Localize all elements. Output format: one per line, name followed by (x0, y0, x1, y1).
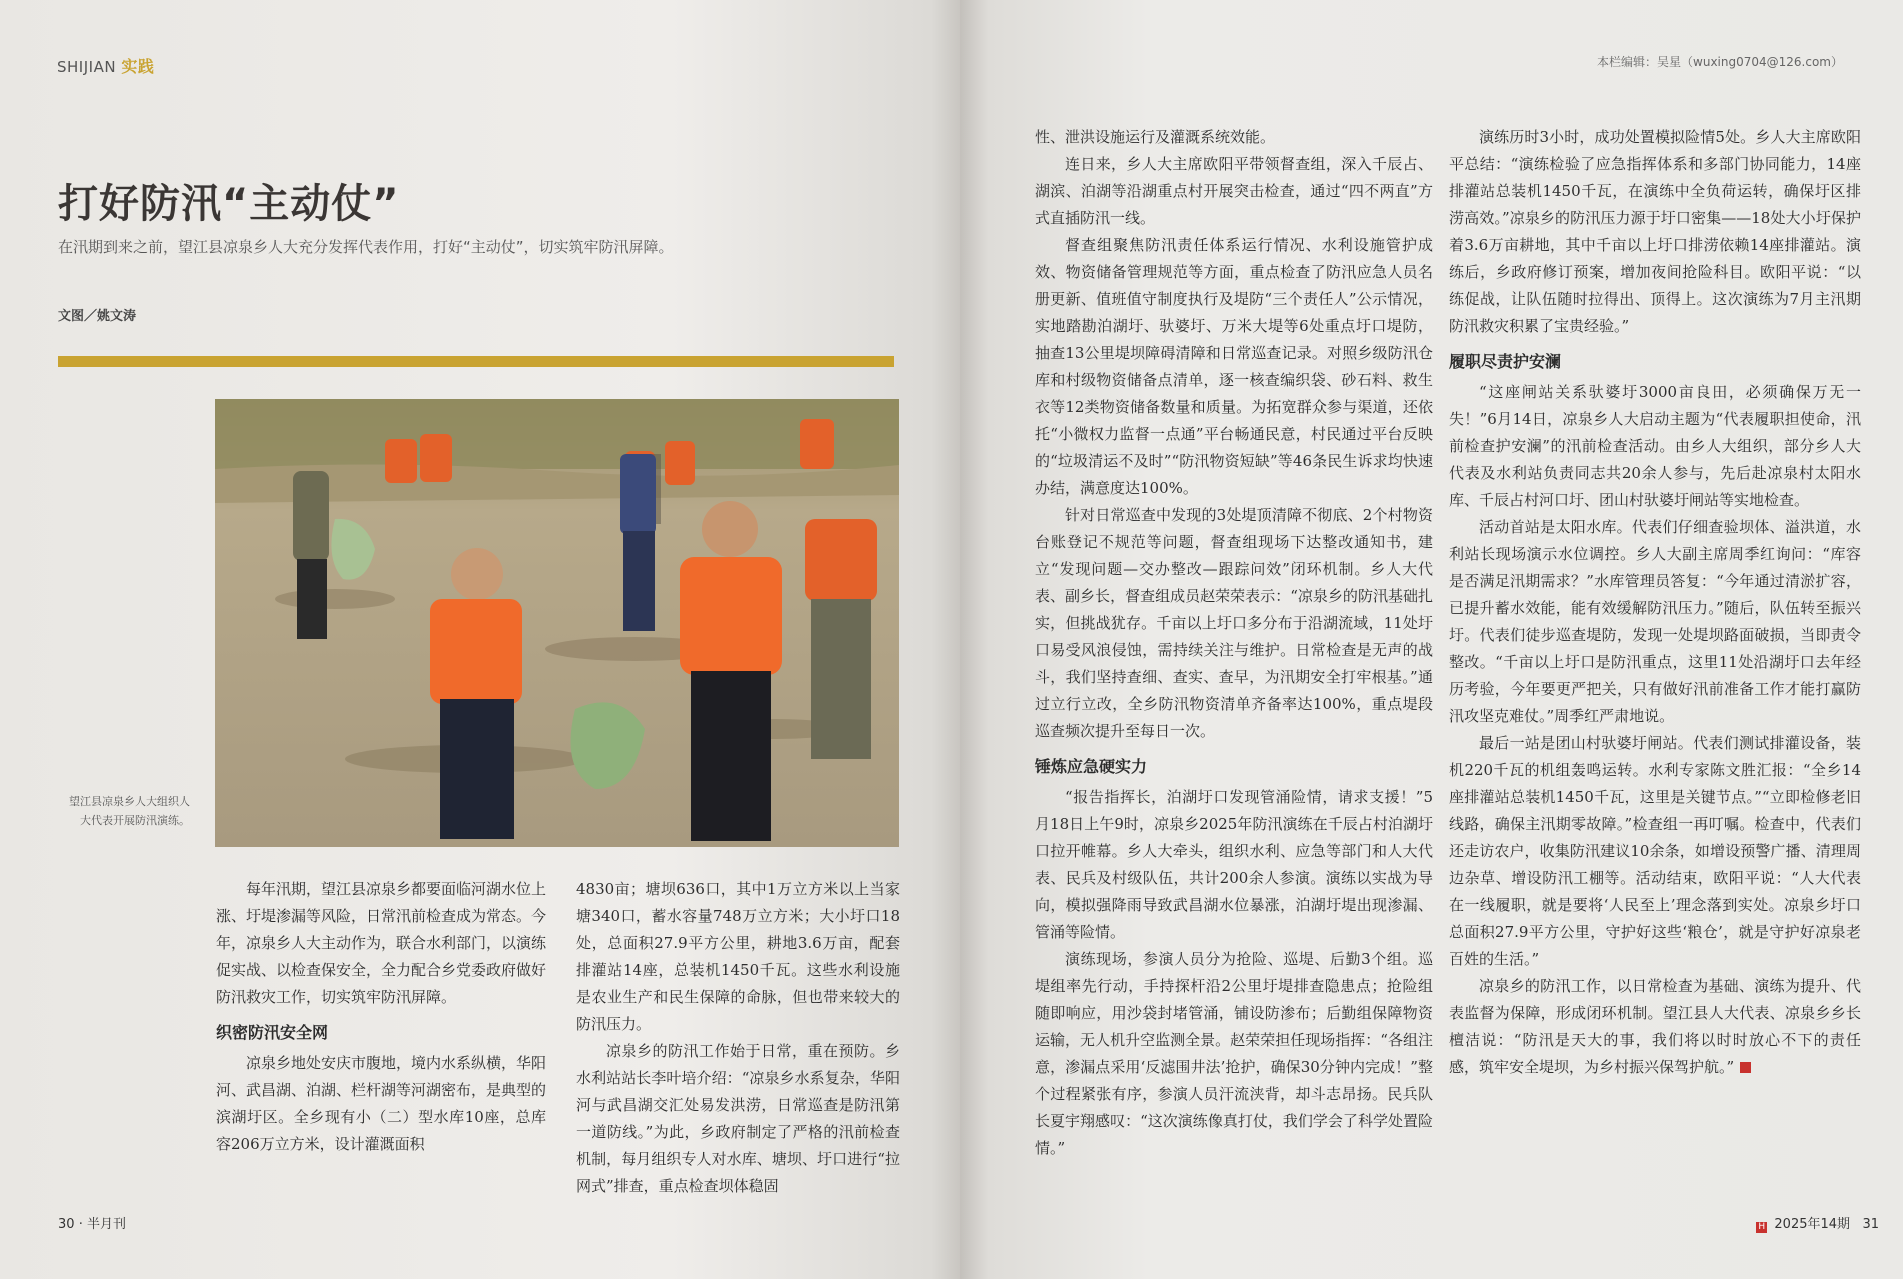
article-byline: 文图／姚文涛 (58, 309, 137, 324)
paragraph: 活动首站是太阳水库。代表们仔细查验坝体、溢洪道，水利站长现场演示水位调控。乡人大副主席周季红询问：“库容是否满足汛期需求？”水库管理员答复：“今年通过清淤扩容，已提升蓄水效能，能有效缓解防汛压力。”随后，队伍转至振兴圩。代表们徒步巡查堤防，发现一处堤坝路面破损，当即责令整改。“千亩以上圩口是防汛重点，这里11处沿湖圩口去年经历考验，今年要更严把关，只有做好汛前准备工作才能打赢防汛攻坚克难仗。”周季红严肃地说。 (1449, 518, 1861, 725)
right-page (960, 0, 1903, 1279)
flood-drill-photo (215, 399, 899, 847)
issue-label: 2025年14期 (1774, 1217, 1851, 1232)
article-title: 打好防汛“主动仗” (58, 181, 400, 227)
paragraph: 凉泉乡的防汛工作始于日常，重在预防。乡水利站站长李叶培介绍：“凉泉乡水系复杂，华阳河与武昌湖交汇处易发洪涝，日常巡查是防汛第一道防线。”为此，乡政府制定了严格的汛前检查机制，每月组织专人对水库、塘坝、圩口进行“拉网式”排查，重点检查坝体稳固 (576, 1042, 900, 1195)
paragraph: 督查组聚焦防汛责任体系运行情况、水利设施管护成效、物资储备管理规范等方面，重点检查了防汛应急人员名册更新、值班值守制度执行及堤防“三个责任人”公示情况，实地踏勘泊湖圩、驮婆圩、万米大堤等6处重点圩口堤防，抽查13公里堤坝障碍清障和日常巡查记录。对照乡级防汛仓库和村级物资储备点清单，逐一核查编织袋、砂石料、救生衣等12类物资储备数量和质量。为拓宽群众参与渠道，还依托“小微权力监督一点通”平台畅通民意，村民通过平台反映的“垃圾清运不及时”“防汛物资短缺”等46条民生诉求均快速办结，满意度达100%。 (1035, 236, 1433, 497)
left-folio (58, 1213, 126, 1232)
paragraph: “报告指挥长，泊湖圩口发现管涌险情，请求支援！”5月18日上午9时，凉泉乡2025年防汛演练在千辰占村泊湖圩口拉开帷幕。乡人大牵头，组织水利、应急等部门和人大代表、民兵及村级队伍，共计200余人参演。演练以实战为导向，模拟强降雨导致武昌湖水位暴涨，泊湖圩堤出现渗漏、管涌等险情。 (1035, 788, 1433, 941)
magazine-logo-icon: H (1756, 1222, 1767, 1233)
paragraph (1449, 973, 1861, 1081)
section-heading: 履职尽责护安澜 (1449, 352, 1562, 371)
paragraph: 最后一站是团山村驮婆圩闸站。代表们测试排灌设备，装机220千瓦的机组轰鸣运转。水利专家陈文胜汇报：“全乡14座排灌站总装机1450千瓦，这里是关键节点。”“立即检修老旧线路，确保主汛期零故障。”检查组一再叮嘱。检查中，代表们还走访农户，收集防汛建议10余条，如增设预警广播、清理周边杂草、增设防汛工棚等。活动结束，欧阳平说：“人大代表在一线履职，就是要将‘人民至上’理念落到实处。凉泉乡圩口总面积27.9平方公里，守护好这些‘粮仓’，就是守护好凉泉老百姓的生活。” (1449, 734, 1861, 968)
paragraph: 每年汛期，望江县凉泉乡都要面临河湖水位上涨、圩堤渗漏等风险，日常汛前检查成为常态。今年，凉泉乡人大主动作为，联合水利部门，以演练促实战、以检查保安全，全力配合乡党委政府做好防汛救灾工作，切实筑牢防汛屏障。 (216, 880, 547, 1006)
photo-illustration (215, 399, 899, 847)
section-heading: 锤炼应急硬实力 (1035, 757, 1148, 776)
right-folio (1756, 1213, 1879, 1233)
right-column-1 (1035, 124, 1433, 1162)
right-column-2 (1449, 124, 1861, 1081)
section-heading: 织密防汛安全网 (216, 1023, 329, 1042)
page-number: 31 (1862, 1217, 1879, 1232)
paragraph: 演练现场，参演人员分为抢险、巡堤、后勤3个组。巡堤组率先行动，手持探杆沿2公里圩堤排查隐患点；抢险组随即响应，用沙袋封堵管涌，铺设防渗布；后勤组保障物资运输，无人机升空监测全景。赵荣荣担任现场指挥：“各组注意，渗漏点采用‘反滤围井法’抢护，确保30分钟内完成！”整个过程紧张有序，参演人员汗流浃背，却斗志昂扬。民兵队长夏宇翔感叹：“这次演练像真打仗，我们学会了科学处置险情。” (1035, 950, 1433, 1157)
paragraph: 凉泉乡地处安庆市腹地，境内水系纵横，华阳河、武昌湖、泊湖、栏杆湖等河湖密布，是典型的滨湖圩区。全乡现有小（二）型水库10座，总库容206万立方米，设计灌溉面积 (216, 1054, 547, 1153)
page-number: 30 (58, 1217, 75, 1232)
section-tag-en: SHIJIAN (57, 58, 117, 76)
paragraph: 性、泄洪设施运行及灌溉系统效能。 (1035, 128, 1276, 146)
title-divider (58, 356, 894, 367)
section-tag (57, 54, 154, 77)
paragraph: “这座闸站关系驮婆圩3000亩良田，必须确保万无一失！”6月14日，凉泉乡人大启动主题为“代表履职担使命，汛前检查护安澜”的汛前检查活动。由乡人大组织，部分乡人大代表及水利站负责同志共20余人参与，先后赴凉泉村太阳水库、千辰占村河口圩、团山村驮婆圩闸站等实地检查。 (1449, 383, 1861, 509)
publication-label: · 半月刊 (78, 1217, 126, 1232)
editor-note: 本栏编辑：吴星（wuxing0704@126.com） (1597, 55, 1843, 69)
closing-text: 凉泉乡的防汛工作，以日常检查为基础、演练为提升、代表监督为保障，形成闭环机制。望江县人大代表、凉泉乡乡长檀洁说：“防汛是天大的事，我们将以时时放心不下的责任感，筑牢安全堤坝，为乡村振兴保驾护航。” (1449, 977, 1861, 1076)
article-subtitle: 在汛期到来之前，望江县凉泉乡人大充分发挥代表作用，打好“主动仗”，切实筑牢防汛屏障。 (58, 238, 674, 256)
left-column-2 (576, 876, 900, 1200)
paragraph: 演练历时3小时，成功处置模拟险情5处。乡人大主席欧阳平总结：“演练检验了应急指挥体系和多部门协同能力，14座排灌站总装机1450千瓦，在演练中全负荷运转，确保圩区排涝高效。”凉泉乡的防汛压力源于圩口密集——18处大小圩保护着3.6万亩耕地，其中千亩以上圩口排涝依赖14座排灌站。演练后，乡政府修订预案，增加夜间抢险科目。欧阳平说：“以练促战，让队伍随时拉得出、顶得上。这次演练为7月主汛期防汛救灾积累了宝贵经验。” (1449, 128, 1861, 335)
paragraph: 4830亩；塘坝636口，其中1万立方米以上当家塘340口，蓄水容量748万立方米；大小圩口18处，总面积27.9平方公里，耕地3.6万亩，配套排灌站14座，总装机1450千瓦。这些水利设施是农业生产和民生保障的命脉，但也带来较大的防汛压力。 (576, 880, 900, 1033)
paragraph: 连日来，乡人大主席欧阳平带领督查组，深入千辰占、湖滨、泊湖等沿湖重点村开展突击检查，通过“四不两直”方式直插防汛一线。 (1035, 155, 1433, 227)
left-column-1 (216, 876, 546, 1158)
photo-caption: 望江县凉泉乡人大组织人大代表开展防汛演练。 (69, 795, 190, 827)
paragraph: 针对日常巡查中发现的3处堤顶清障不彻底、2个村物资台账登记不规范等问题，督查组现场下达整改通知书，建立“发现问题—交办整改—跟踪问效”闭环机制。乡人大代表、副乡长，督查组成员赵荣荣表示：“凉泉乡的防汛基础扎实，但挑战犹存。千亩以上圩口多分布于沿湖流域，11处圩口易受风浪侵蚀，需持续关注与维护。日常检查是无声的战斗，我们坚持查细、查实、查早，为汛期安全打牢根基。”通过立行立改，全乡防汛物资清单齐备率达100%，重点堤段巡查频次提升至每日一次。 (1035, 506, 1433, 740)
section-tag-cn: 实践 (121, 57, 155, 76)
end-mark-icon (1740, 1062, 1751, 1073)
